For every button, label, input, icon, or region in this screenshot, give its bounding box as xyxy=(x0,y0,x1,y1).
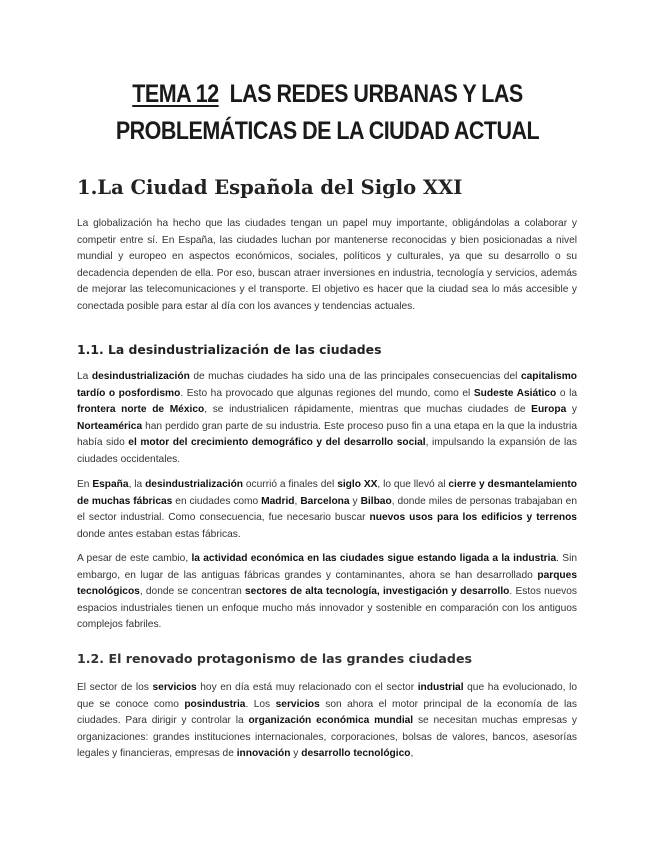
title-number: TEMA 12 xyxy=(132,80,219,108)
title-line-1 xyxy=(80,80,575,109)
section-1-intro: La globalización ha hecho que las ciudades tengan un papel muy importante, obligándolas a colaborar y competir entre sí. En España, las ciudades luchan por mantenerse reconocidas y bien posicionadas a nivel mundial y europeo en aspectos económicos, sociales, políticos y culturales, ya que su desarrollo o su decadencia dependen de ella. Por eso, buscan atraer inversiones en industria, tecnología y servicios, además de mejorar las telecomunicaciones y el transporte. El objetivo es hacer que la ciudad sea lo más accesible y conectada posible para estar al día con los avances y tendencias actuales. xyxy=(77,218,577,312)
section-1-heading: 1.La Ciudad Española del Siglo XXI xyxy=(77,176,463,199)
section-1-1-paragraph-1: La desindustrialización de muchas ciudades ha sido una de las principales consecuencias del capitalismo tardío o posfordismo. Esto ha provocado que algunas regiones del mundo, como el Sudeste Asiático o la frontera norte de México, se industrialicen rápidamente, mientras que muchas ciudades de Europa y Norteamérica han perdido gran parte de su industria. Este proceso puso fin a una etapa en la que la industria había sido el motor del crecimiento demográfico y del desarrollo social, impulsando la expansión de las ciudades occidentales. xyxy=(77,371,577,465)
section-1-2-paragraph-1: El sector de los servicios hoy en día está muy relacionado con el sector industrial que ha evolucionado, lo que se conoce como posindustria. Los servicios son ahora el motor principal de la economía de las ciudades. Para dirigir y controlar la organización económica mundial se necesitan muchas empresas y organizaciones: grandes instituciones internacionales, corporaciones, bolsas de valores, bancos, asesorías legales y financieras, empresas de innovación y desarrollo tecnológico, xyxy=(77,682,578,759)
title-line-1-rest: LAS REDES URBANAS Y LAS xyxy=(229,80,523,108)
section-1-1-paragraph-3: A pesar de este cambio, la actividad económica en las ciudades sigue estando ligada a la industria. Sin embargo, en lugar de las antiguas fábricas grandes y contaminantes, ahora se han desarrollado parques tecnológicos, donde se concentran sectores de alta tecnología, investigación y desarrollo. Estos nuevos espacios industriales tienen un enfoque mucho más innovador y sostenible en comparación con los antiguos complejos fabriles. xyxy=(77,553,577,630)
title-line-2: PROBLEMÁTICAS DE LA CIUDAD ACTUAL xyxy=(115,117,540,145)
section-1-1-paragraph-2: En España, la desindustrialización ocurrió a finales del siglo XX, lo que llevó al cierre y desmantelamiento de muchas fábricas en ciudades como Madrid, Barcelona y Bilbao, donde miles de personas trabajaban en el sector industrial. Como consecuencia, fue necesario buscar nuevos usos para los edificios y terrenos donde antes estaban estas fábricas. xyxy=(77,479,577,540)
section-1-1-heading: 1.1. La desindustrialización de las ciudades xyxy=(77,342,382,357)
section-1-2-heading: 1.2. El renovado protagonismo de las grandes ciudades xyxy=(77,651,472,666)
